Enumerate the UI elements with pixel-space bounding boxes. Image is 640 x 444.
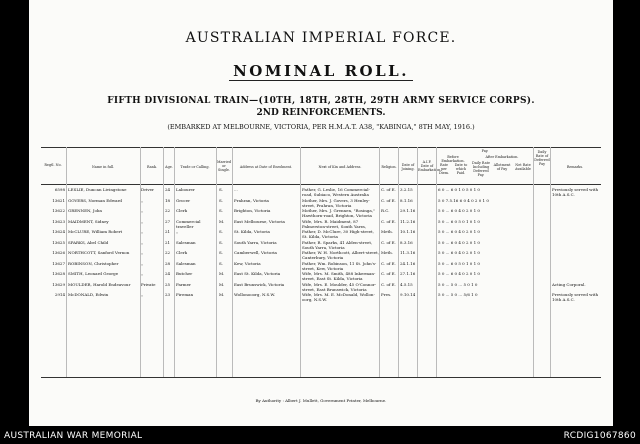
header-age: Age. [165, 165, 173, 169]
cell-married: S. [219, 197, 223, 203]
cell-rank: „ [141, 197, 144, 203]
cell-pay: 5 0 ... 6 0 5 0 1 0 1 0 [438, 218, 480, 224]
unit-line-2: 2ND REINFORCEMENTS. [256, 108, 386, 118]
cell-remarks [552, 219, 601, 229]
cell-age: 21 [165, 229, 171, 234]
cell-date: 11.3.16 [400, 250, 416, 255]
cell-religion: Meth. [381, 250, 393, 255]
header-regt-no: Regtl. No. [44, 163, 62, 167]
cell-married: M. [219, 218, 225, 224]
cell-religion: C. of E. [381, 197, 396, 203]
cell-remarks [552, 198, 601, 208]
header-pay-col-3: Daily Rate Including Deferred Pay. [472, 161, 490, 177]
cell-religion: C. of E. [381, 239, 396, 245]
header-trade: Trade or Calling. [180, 165, 210, 169]
header-name: Name in full. [91, 165, 115, 169]
cell-age: 24 [165, 271, 171, 276]
header-before-embarkation: Before Embarkation. [441, 155, 465, 163]
cell-address: East Brunswick, Victoria [234, 281, 285, 287]
cell-regt-no: 13629 [52, 281, 65, 287]
cell-regt-no: 13621 [52, 197, 65, 203]
cell-name: McDONALD, Edwin [68, 292, 109, 297]
header-address: Address at Date of Enrolment. [239, 165, 293, 169]
table-header-rule [41, 184, 601, 185]
archive-bar [0, 428, 640, 444]
cell-name: LESLIE, Duncan Livingstone [68, 187, 127, 192]
cell-address: Kew, Victoria [234, 260, 261, 266]
table-row [41, 282, 601, 293]
cell-pay: 5 0 7.5.16 6 0 4 0 2 0 1 0 [438, 197, 489, 203]
cell-rank: „ [141, 229, 144, 234]
header-next-of-kin: Next of Kin and Address. [318, 165, 362, 169]
cell-trade: Salesman [176, 260, 196, 266]
cell-regt-no: 13627 [52, 260, 65, 266]
cell-regt-no: 13622 [52, 208, 65, 213]
cell-next-of-kin: Father, G. Leslie, 16 Commercial-road, Subiaco, Western Australia [302, 187, 370, 197]
table-row [41, 229, 601, 240]
cell-name: SMITH, Leonard George [68, 271, 119, 276]
header-religion: Religion. [381, 165, 397, 169]
cell-name: NORTHCOTT, Sanford Vernon [68, 250, 130, 255]
cell-pay: 6 0 ... 6 0 1 0 5 0 1 0 [438, 187, 480, 192]
cell-age: 22 [165, 208, 171, 213]
cell-religion: Meth. [381, 229, 393, 234]
cell-next-of-kin: Father, R. Sparks, 41 Alden-street, South Yarra, Victoria [302, 239, 373, 250]
cell-regt-no: 2914 [54, 292, 65, 297]
cell-remarks: Acting Corporal. [552, 281, 586, 287]
cell-age: 25 [165, 281, 171, 287]
cell-address: Brighton, Victoria [234, 208, 271, 213]
table-row [41, 198, 601, 209]
cell-name: McCLURE, William Robert [68, 229, 123, 234]
printer-footer: By Authority : Albert J. Mullett, Government Printer, Melbourne. [255, 398, 387, 403]
cell-age: 23 [165, 292, 171, 297]
table-row [41, 219, 601, 230]
cell-married: S. [219, 208, 223, 213]
cell-pay: 5 0 ... 5 0 ... 5/6 1 0 [438, 292, 478, 297]
cell-trade: Labourer [176, 187, 195, 192]
table-top-rule [41, 147, 601, 148]
cell-rank: „ [141, 239, 144, 245]
archive-name: AUSTRALIAN WAR MEMORIAL [4, 431, 143, 441]
cell-name: MAIDMENT, Sidney [68, 218, 109, 224]
cell-address: ... [234, 187, 238, 192]
table-row [41, 187, 601, 198]
cell-pay: 5 0 ... 6 0 4 0 2 0 1 0 [438, 250, 480, 255]
cell-remarks [552, 261, 601, 271]
document-subtitle: NOMINAL ROLL. [233, 62, 409, 80]
cell-age: 21 [165, 239, 171, 245]
cell-pay: 5 0 ... 6 0 4 0 2 0 1 0 [438, 239, 480, 245]
header-rank: Rank. [147, 165, 157, 169]
cell-next-of-kin: Mother, Mrs. J. Govers, 3 Henley-street, Prahran, Victoria [302, 197, 370, 208]
cell-pay: 5 0 ... 6 0 4 0 2 0 1 0 [438, 229, 480, 234]
cell-address: East Melbourne, Victoria [234, 218, 285, 224]
cell-address: Camberwell, Victoria [234, 250, 277, 255]
cell-married: M. [219, 292, 225, 297]
cell-age: 27 [165, 218, 171, 224]
archive-id: RCDIG1067860 [563, 431, 636, 441]
cell-rank: Driver [141, 187, 154, 192]
cell-trade: Clerk [176, 250, 188, 255]
table-bottom-rule [41, 377, 601, 378]
cell-religion: C. of E. [381, 218, 396, 224]
cell-name: GRENNEN, John [68, 208, 102, 213]
cell-date: 8.3.16 [400, 239, 413, 245]
cell-pay: 5 0 ... 6 0 4 0 2 0 1 0 [438, 271, 480, 276]
cell-religion: C. of E. [381, 260, 396, 266]
cell-regt-no: 13625 [52, 239, 65, 245]
cell-remarks [552, 250, 601, 260]
cell-next-of-kin: Wife, Mrs. R. Maidment, 87 Palmerston-street, South Yarra, [302, 218, 367, 229]
cell-religion: Pres. [381, 292, 392, 297]
cell-next-of-kin: Father, Wm. Robinson, 11 St. John's-street, Kew, Victoria [302, 260, 377, 271]
cell-regt-no: 6598 [54, 187, 65, 192]
cell-married: S. [219, 260, 223, 266]
cell-next-of-kin: Father, D. McClure, 30 High-street, St. Kilda, Victoria [302, 229, 374, 239]
cell-age: 28 [165, 260, 171, 266]
cell-remarks [552, 208, 601, 218]
cell-age: 18 [165, 197, 171, 203]
cell-next-of-kin: Father, W. H. Northcott, Albert-street, Canterbury, Victoria [302, 250, 380, 260]
nominal-roll-sheet [29, 0, 613, 426]
cell-age: 22 [165, 250, 171, 255]
subtitle-underline [229, 80, 413, 81]
table-row [41, 250, 601, 261]
embarkation-line: (EMBARKED AT MELBOURNE, VICTORIA, PER H.M.A.T. A38, "KABINGA," 8TH MAY, 1916.) [167, 123, 475, 131]
cell-remarks [552, 240, 601, 250]
header-pay-col-5: Net Rate Available [515, 163, 531, 171]
header-pay-col-4: Allotment of Pay [493, 163, 511, 171]
header-aif-date: A.I.F. Date of Embarkation. [418, 160, 442, 172]
header-remarks: Remarks. [566, 165, 584, 169]
cell-religion: R.C. [381, 208, 390, 213]
header-married: Married or Single. [217, 160, 231, 172]
table-row [41, 208, 601, 219]
cell-rank: „ [141, 271, 144, 276]
cell-address: Wollonooorg, N.S.W. [234, 292, 276, 297]
cell-rank: „ [141, 250, 144, 255]
cell-next-of-kin: Mother, Mrs. J. Grennen, "Rosinga," Hawthorn-road, Brighton, Victoria [302, 208, 375, 218]
cell-married: M. [219, 281, 225, 287]
header-pay: Pay. [481, 149, 489, 153]
cell-trade: Grocer [176, 197, 191, 203]
cell-married: M. [219, 271, 225, 276]
cell-date: 29.1.16 [400, 208, 416, 213]
cell-rank: „ [141, 208, 144, 213]
header-pay-col-2: Date to which Paid. [454, 163, 468, 175]
cell-date: 8.1.16 [400, 197, 413, 203]
cell-pay: 5 0 ... 5 0 ... 5 0 1 0 [438, 281, 478, 287]
cell-address: East St. Kilda, Victoria [234, 271, 281, 276]
cell-rank: „ [141, 218, 144, 224]
cell-date: 9.10.14 [400, 292, 416, 297]
cell-religion: C. of E. [381, 281, 396, 287]
cell-name: MOULDER, Harold Endeavour [68, 281, 131, 287]
table-row [41, 292, 601, 303]
cell-remarks: Previously served with 10th A.S.C. [552, 187, 599, 197]
cell-name: GOVERS, Norman Edward [68, 197, 122, 203]
cell-next-of-kin: Wife, Mrs. M. Smith, 488 Inkerman-street, East St. Kilda, Victoria [302, 271, 376, 281]
cell-regt-no: 13623 [52, 218, 65, 224]
header-date-enrol: Date of Joining. [401, 163, 415, 171]
cell-trade: Butcher [176, 271, 193, 276]
cell-married: S. [219, 187, 223, 192]
cell-date: 27.1.16 [400, 271, 416, 276]
table-row [41, 261, 601, 272]
cell-trade: „ [176, 229, 179, 234]
cell-trade: Commercial traveller [176, 218, 201, 229]
cell-married: S. [219, 250, 223, 255]
header-after-embarkation: After Embarkation. [485, 155, 519, 159]
cell-date: 10.1.16 [400, 229, 416, 234]
cell-trade: Clerk [176, 208, 188, 213]
cell-trade: Fireman [176, 292, 194, 297]
document-title: AUSTRALIAN IMPERIAL FORCE. [185, 30, 457, 46]
cell-address: Prahran, Victoria [234, 197, 269, 203]
cell-religion: C. of E. [381, 271, 396, 276]
cell-regt-no: 13628 [52, 271, 65, 276]
cell-religion: C. of E. [381, 187, 396, 192]
cell-date: 24.1.16 [400, 260, 416, 266]
cell-address: St. Kilda, Victoria [234, 229, 270, 234]
cell-rank: „ [141, 292, 144, 297]
header-pay-col-6: Daily Rate of Deferred Pay [534, 150, 550, 166]
cell-remarks: Previously served with 10th A.S.C. [552, 292, 599, 302]
cell-married: S. [219, 229, 223, 234]
cell-pay: 5 0 ... 6 0 5 0 1 0 1 0 [438, 260, 480, 266]
cell-next-of-kin: Wife, Mrs. E. Moulder, 45 O'Connor-street, East Brunswick, Victoria [302, 281, 377, 292]
cell-trade: Farmer [176, 281, 191, 287]
cell-address: South Yarra, Victoria [234, 239, 277, 245]
cell-rank: „ [141, 260, 144, 266]
cell-regt-no: 13624 [52, 229, 65, 234]
cell-married: S. [219, 239, 223, 245]
roll-table-body [41, 187, 601, 303]
cell-age: 24 [165, 187, 171, 192]
cell-date: 11.2.16 [400, 218, 416, 224]
cell-remarks [552, 229, 601, 239]
cell-remarks [552, 271, 601, 281]
cell-regt-no: 13626 [52, 250, 65, 255]
cell-pay: 5 0 ... 6 0 4 0 2 0 1 0 [438, 208, 480, 213]
header-pay-col-1: Rate per Diem. [438, 163, 450, 175]
unit-line-1: FIFTH DIVISIONAL TRAIN—(10TH, 18TH, 28TH, 29TH ARMY SERVICE CORPS). [107, 96, 535, 106]
cell-rank: Private [141, 281, 156, 287]
table-row [41, 271, 601, 282]
cell-name: ROBINSON, Christopher [68, 260, 119, 266]
cell-date: 4.5.15 [400, 281, 413, 287]
cell-trade: Salesman [176, 239, 196, 245]
cell-date: 3.2.15 [400, 187, 413, 192]
table-row [41, 240, 601, 251]
cell-next-of-kin: Wife, Mrs. M. E. McDonald, Wollon-oorg, N.S.W. [302, 292, 375, 302]
cell-name: SPARKS, Abel Child [68, 239, 109, 245]
